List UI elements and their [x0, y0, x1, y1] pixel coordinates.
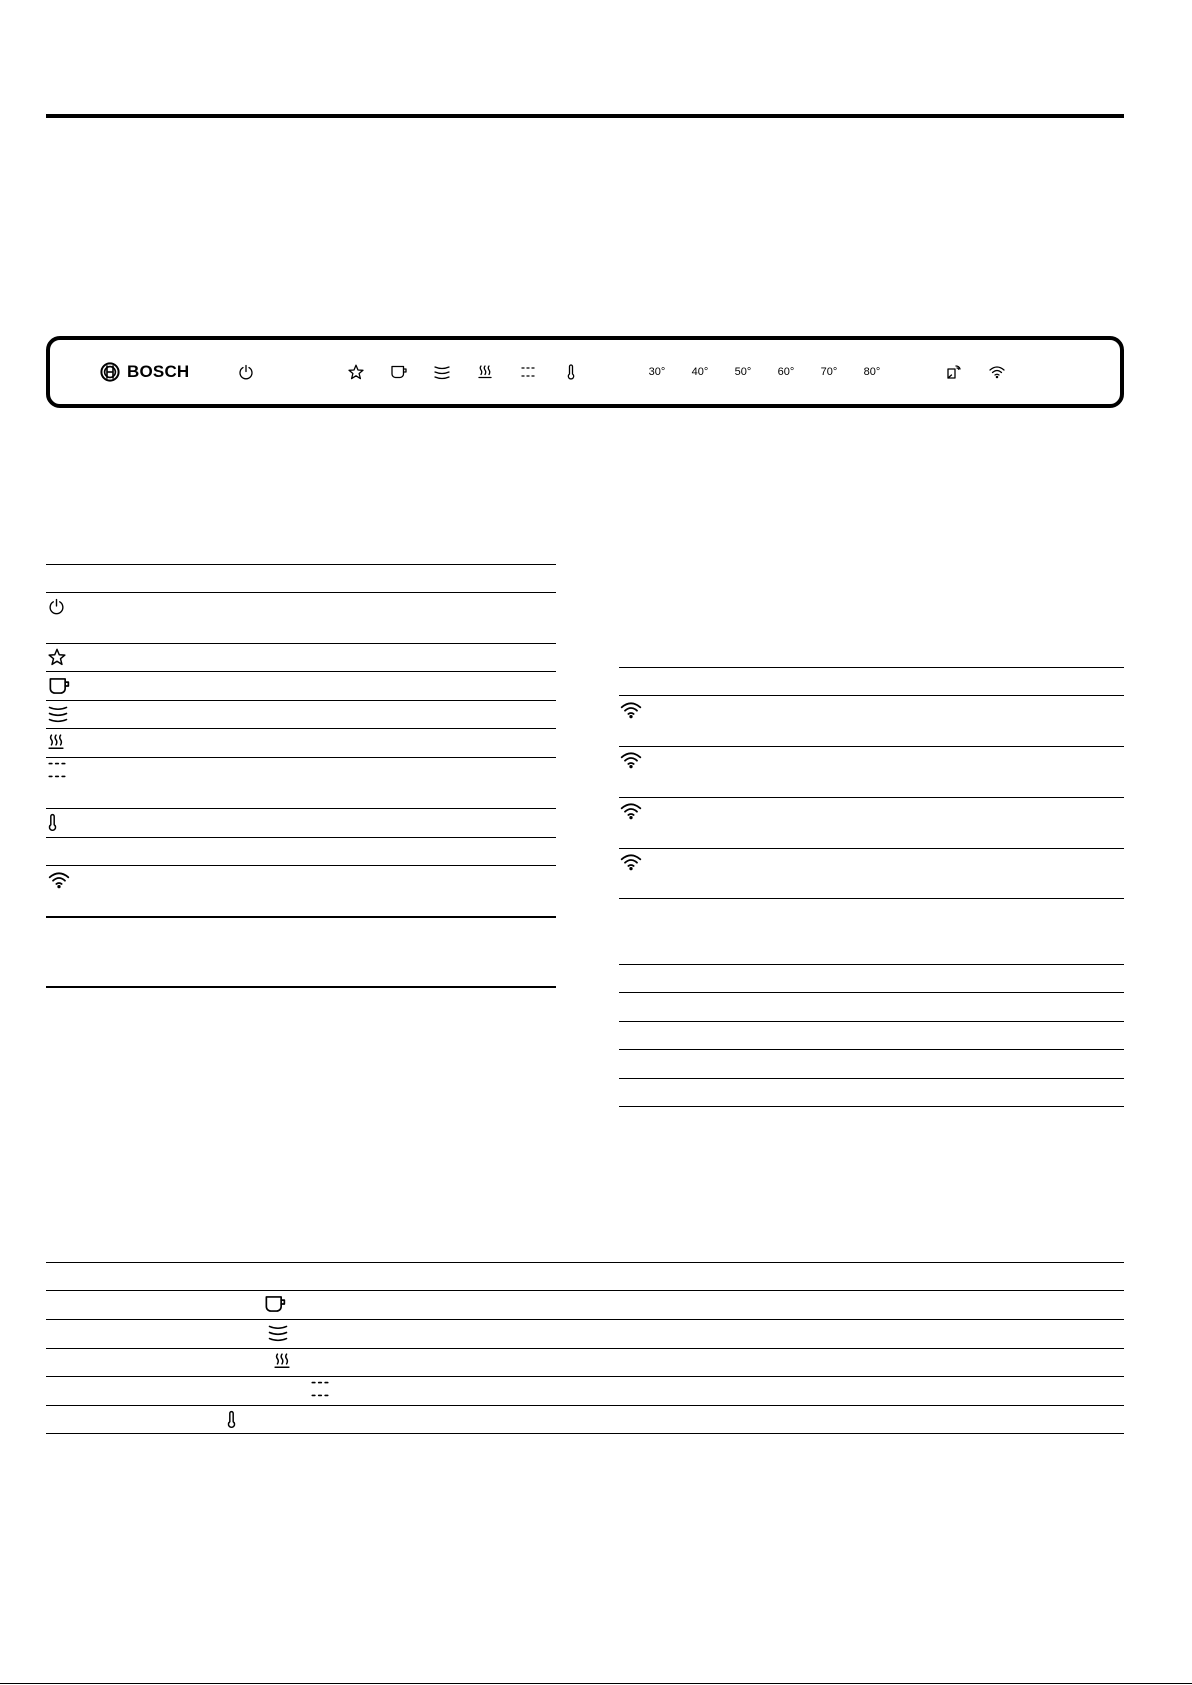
left-table-rule: [46, 592, 556, 593]
temp-40-button[interactable]: 40°: [691, 366, 709, 378]
bottom-table-rule: [46, 1376, 1124, 1377]
table-row: [620, 803, 642, 819]
table-row: [48, 598, 65, 615]
table-row: [48, 760, 66, 780]
right-table-rule: [619, 1049, 1124, 1050]
temp-70-button[interactable]: 70°: [820, 366, 838, 378]
header-rule: [46, 114, 1124, 118]
cup-icon: [48, 677, 72, 695]
temp-30-button[interactable]: 30°: [648, 366, 666, 378]
temp-50-button[interactable]: 50°: [734, 366, 752, 378]
left-table-rule: [46, 728, 556, 729]
table-row: [620, 854, 642, 870]
star-icon: [48, 648, 66, 666]
left-table-rule: [46, 671, 556, 672]
footer-rule: [0, 1683, 1192, 1684]
wifi-button[interactable]: [985, 340, 1009, 404]
wifi-icon: [48, 872, 70, 888]
steam-icon: [48, 705, 68, 722]
power-icon: [48, 598, 65, 615]
dashes-icon: [311, 1379, 329, 1399]
dashes-icon: [48, 760, 66, 780]
power-button[interactable]: [234, 340, 258, 404]
right-table-rule: [619, 898, 1124, 899]
remote-start-icon: [946, 364, 962, 380]
right-table-rule: [619, 667, 1124, 668]
wifi-icon: [620, 854, 642, 870]
brand-logo: [100, 340, 189, 404]
table-row: [48, 648, 66, 666]
left-table-rule: [46, 643, 556, 644]
thermometer-icon: [48, 813, 57, 832]
left-table-rule: [46, 700, 556, 701]
bosch-emblem-icon: [100, 362, 120, 382]
table-row: [48, 734, 64, 750]
left-table-rule: [46, 757, 556, 758]
left-table-rule: [46, 865, 556, 866]
left-table-rule: [46, 837, 556, 838]
right-table-rule: [619, 1021, 1124, 1022]
table-row: [620, 702, 642, 718]
left-table-rule: [46, 986, 556, 988]
power-icon: [238, 364, 254, 380]
wifi-icon: [989, 366, 1005, 378]
heat-button[interactable]: [473, 340, 497, 404]
dashes-button[interactable]: [516, 340, 540, 404]
right-table-rule: [619, 1078, 1124, 1079]
bottom-table-rule: [46, 1433, 1124, 1434]
favourite-button[interactable]: [344, 340, 368, 404]
right-table-rule: [619, 992, 1124, 993]
wifi-icon: [620, 702, 642, 718]
table-row: [268, 1324, 288, 1341]
thermometer-button[interactable]: [559, 340, 583, 404]
heat-icon: [274, 1353, 290, 1369]
temp-60-button[interactable]: 60°: [777, 366, 795, 378]
heat-icon: [48, 734, 64, 750]
wifi-icon: [620, 752, 642, 768]
table-row: [48, 872, 70, 888]
steam-icon: [268, 1324, 288, 1341]
table-row: [48, 813, 57, 832]
thermometer-icon: [567, 364, 575, 380]
bottom-table-rule: [46, 1405, 1124, 1406]
right-table-rule: [619, 848, 1124, 849]
brand-name: BOSCH: [127, 362, 190, 381]
bottom-table-rule: [46, 1319, 1124, 1320]
right-table-rule: [619, 797, 1124, 798]
cup-icon: [264, 1295, 288, 1313]
bottom-table-rule: [46, 1348, 1124, 1349]
bottom-table-rule: [46, 1290, 1124, 1291]
star-icon: [348, 364, 364, 380]
left-table-rule: [46, 808, 556, 809]
table-row: [264, 1295, 288, 1313]
heat-icon: [478, 365, 492, 379]
cup-button[interactable]: [387, 340, 411, 404]
table-row: [311, 1379, 329, 1399]
bottom-table-rule: [46, 1262, 1124, 1263]
wifi-icon: [620, 803, 642, 819]
right-table-rule: [619, 695, 1124, 696]
left-table-rule: [46, 564, 556, 565]
cup-icon: [391, 365, 408, 379]
remote-start-button[interactable]: [942, 340, 966, 404]
table-row: [620, 752, 642, 768]
control-panel: [46, 336, 1124, 408]
table-row: [227, 1410, 236, 1429]
left-table-rule: [46, 916, 556, 918]
table-row: [48, 677, 72, 695]
thermometer-icon: [227, 1410, 236, 1429]
steam-icon: [434, 365, 450, 379]
table-row: [48, 705, 68, 722]
right-table-rule: [619, 746, 1124, 747]
table-row: [274, 1353, 290, 1369]
dashes-icon: [521, 365, 535, 379]
right-table-rule: [619, 1106, 1124, 1107]
steam-button[interactable]: [430, 340, 454, 404]
right-table-rule: [619, 964, 1124, 965]
temp-80-button[interactable]: 80°: [863, 366, 881, 378]
